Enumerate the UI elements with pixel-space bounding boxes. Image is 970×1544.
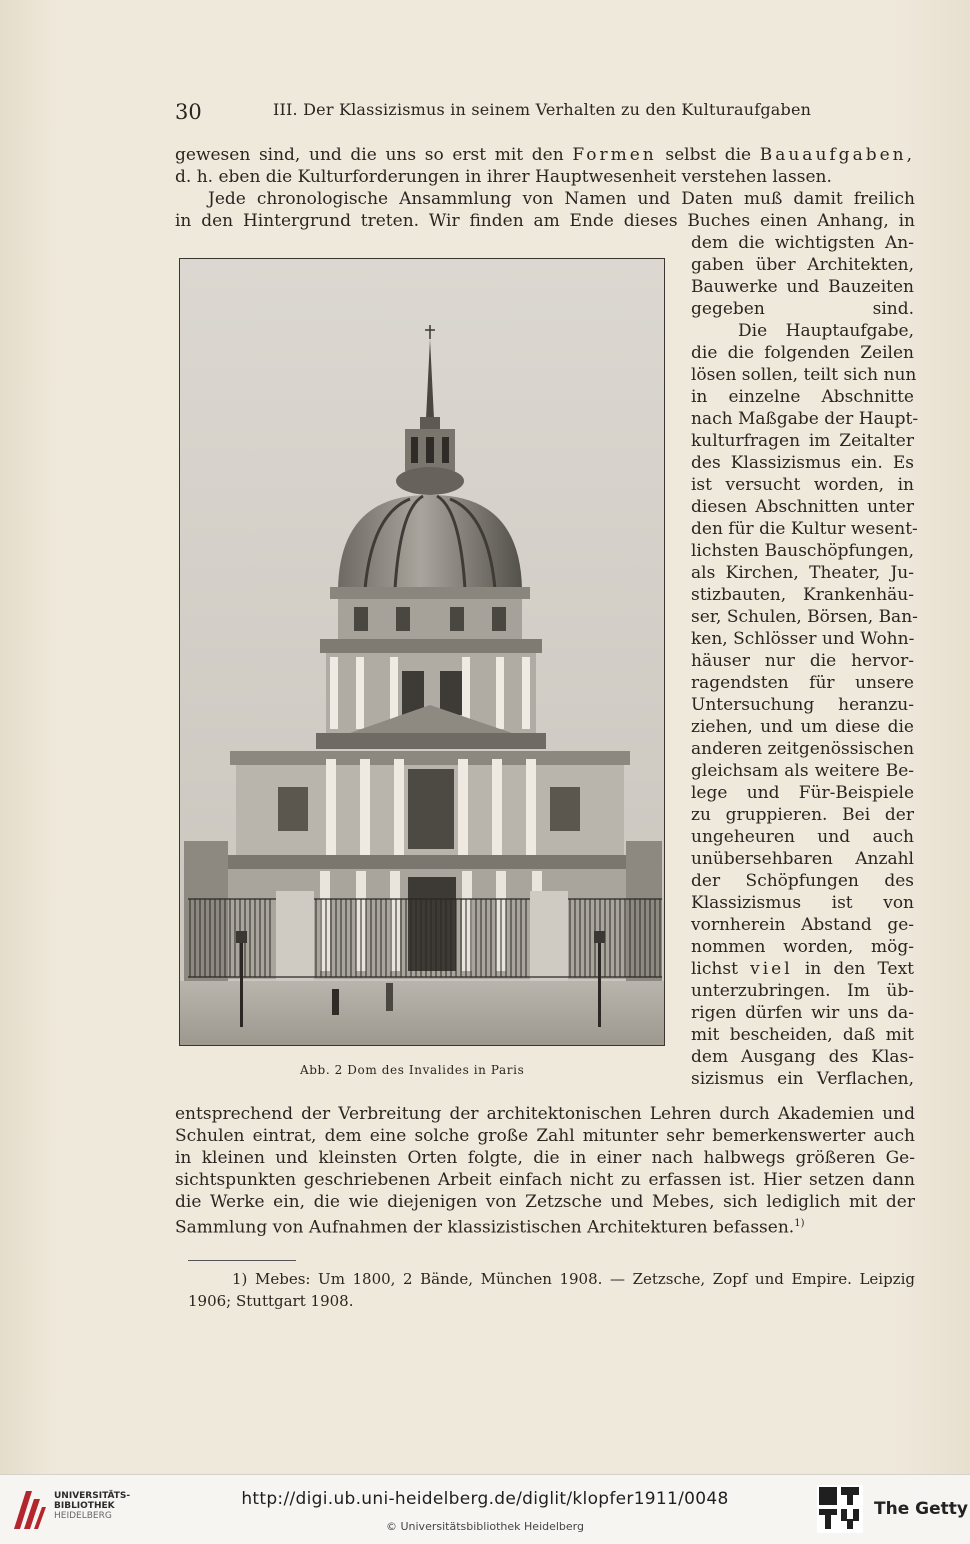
column-line: diesen Abschnitten unter	[691, 497, 914, 517]
column-line: des Klassizismus ein. Es	[691, 453, 914, 473]
dome-illustration	[180, 259, 664, 1045]
figure-caption: Abb. 2 Dom des Invalides in Paris	[300, 1063, 525, 1077]
column-line: gegeben sind.	[691, 299, 914, 319]
column-line: stizbauten, Krankenhäu-	[691, 585, 914, 605]
column-line: ragendsten für unsere	[691, 673, 914, 693]
column-line: lege und Für-Beispiele	[691, 783, 914, 803]
column-line: mit bescheiden, daß mit	[691, 1025, 914, 1045]
text-line: Jede chronologische Ansammlung von Namen und Daten muß damit freilich	[208, 189, 915, 209]
column-line: Untersuchung heranzu-	[691, 695, 914, 715]
column-line: lichst viel in den Text	[691, 959, 915, 979]
column-line: in einzelne Abschnitte	[691, 387, 914, 407]
column-line: ser, Schulen, Börsen, Ban-	[691, 607, 918, 627]
text-line: die Werke ein, die wie diejenigen von Zetzsche und Mebes, sich lediglich mit der	[175, 1192, 915, 1212]
column-line: anderen zeitgenössischen	[691, 739, 915, 759]
text-line: Schulen eintrat, dem eine solche große Zahl mitunter sehr bemerkenswerter auch	[175, 1126, 915, 1146]
column-line: ziehen, und um diese die	[691, 717, 914, 737]
column-line: Die Hauptaufgabe,	[738, 321, 914, 341]
column-line: Bauwerke und Bauzeiten	[691, 277, 914, 297]
permalink-url[interactable]: http://digi.ub.uni-heidelberg.de/diglit/klopfer1911/0048	[241, 1489, 729, 1509]
column-line: ken, Schlösser und Wohn-	[691, 629, 915, 649]
column-line: unübersehbaren Anzahl	[691, 849, 914, 869]
text-line: in kleinen und kleinsten Orten folgte, die in einer nach halbwegs größeren Ge-	[175, 1148, 915, 1168]
column-line: ist versucht worden, in	[691, 475, 914, 495]
column-line: sizismus ein Verflachen,	[691, 1069, 914, 1089]
column-line: als Kirchen, Theater, Ju-	[691, 563, 914, 583]
column-line: häuser nur die hervor-	[691, 651, 914, 671]
university-library-name: UNIVERSITÄTS- BIBLIOTHEK HEIDELBERG	[54, 1491, 131, 1521]
column-line: nommen worden, mög-	[691, 937, 914, 957]
column-line: die die folgenden Zeilen	[691, 343, 914, 363]
column-line: dem Ausgang des Klas-	[691, 1047, 914, 1067]
column-line: den für die Kultur wesent-	[691, 519, 918, 539]
column-line: lösen sollen, teilt sich nun	[691, 365, 917, 385]
column-line: vornherein Abstand ge-	[691, 915, 914, 935]
page-header	[175, 100, 915, 130]
column-line: gaben über Architekten,	[691, 255, 914, 275]
column-line: ungeheuren und auch	[691, 827, 914, 847]
column-line: Klassizismus ist von	[691, 893, 914, 913]
page-number: 30	[175, 100, 202, 124]
getty-name: The Getty	[874, 1499, 968, 1519]
text-line: sichtspunkten geschriebenen Arbeit einfach nicht zu erfassen ist. Hier setzen dann	[175, 1170, 915, 1190]
viewer-footer	[0, 1474, 970, 1544]
footnote-line: 1) Mebes: Um 1800, 2 Bände, München 1908. — Zetzsche, Zopf und Empire. Leipzig	[232, 1270, 915, 1288]
footnote-reference: 1)	[794, 1218, 805, 1229]
text-line: entsprechend der Verbreitung der architektonischen Lehren durch Akademien und	[175, 1104, 915, 1124]
column-line: der Schöpfungen des	[691, 871, 914, 891]
column-line: kulturfragen im Zeitalter	[691, 431, 914, 451]
running-title: III. Der Klassizismus in seinem Verhalten zu den Kulturaufgaben	[273, 100, 812, 119]
text-line: in den Hintergrund treten. Wir finden am Ende dieses Buches einen Anhang, in	[175, 211, 915, 231]
column-line: gleichsam als weitere Be-	[691, 761, 914, 781]
column-line: dem die wichtigsten An-	[691, 233, 914, 253]
column-line: nach Maßgabe der Haupt-	[691, 409, 919, 429]
column-line: zu gruppieren. Bei der	[691, 805, 914, 825]
text-line: Sammlung von Aufnahmen der klassizistischen Architekturen befassen.$^{1)}$	[175, 1217, 805, 1238]
copyright-notice: © Universitätsbibliothek Heidelberg	[385, 1520, 584, 1533]
column-line: lichsten Bauschöpfungen,	[691, 541, 914, 561]
column-line: rigen dürfen wir uns da-	[691, 1003, 914, 1023]
footnote-rule	[188, 1260, 296, 1261]
figure-dome-photo	[179, 258, 665, 1046]
text-line: gewesen sind, und die uns so erst mit den Formen selbst die Bauaufgaben,	[175, 145, 915, 165]
text-line: d. h. eben die Kulturforderungen in ihrer Hauptwesenheit verstehen lassen.	[175, 167, 832, 187]
footnote-line: 1906; Stuttgart 1908.	[188, 1292, 354, 1310]
column-line: unterzubringen. Im üb-	[691, 981, 914, 1001]
getty-logo	[817, 1485, 863, 1533]
